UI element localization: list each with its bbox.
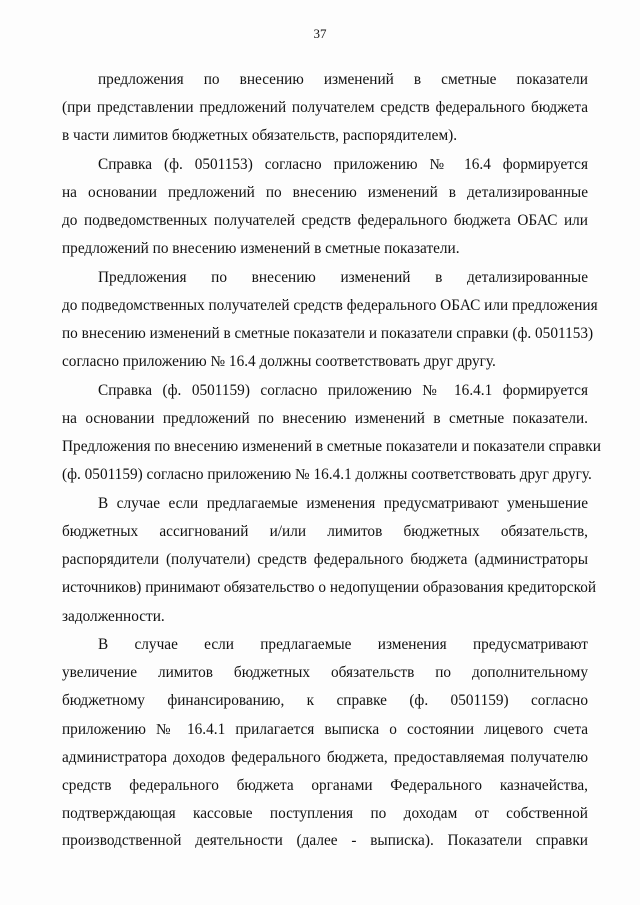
text-line: в части лимитов бюджетных обязательств, распорядителем). xyxy=(62,127,458,144)
text-line: Предложения по внесению изменений в сметные показатели и показатели справки xyxy=(62,438,601,455)
text-line: подтверждающая кассовые поступления по доходам от собственной xyxy=(62,805,588,822)
text-line: до подведомственных получателей средств федерального бюджета ОБАС или xyxy=(62,212,588,229)
text-line: (при представлении предложений получателем средств федерального бюджета xyxy=(62,99,588,116)
text-line: средств федерального бюджета органами Федерального казначейства, xyxy=(62,777,588,794)
text-line: Справка (ф. 0501153) согласно приложению № 16.4 формируется xyxy=(98,156,588,173)
text-line: администратора доходов федерального бюджета, предоставляемая получателю xyxy=(62,749,588,766)
text-line: (ф. 0501159) согласно приложению № 16.4.1 должны соответствовать друг другу. xyxy=(62,466,592,483)
text-line: на основании предложений по внесению изменений в сметные показатели. xyxy=(62,410,588,427)
text-line: источников) принимают обязательство о недопущении образования кредиторской xyxy=(62,579,597,596)
text-line: задолженности. xyxy=(62,608,165,625)
text-line: по внесению изменений в сметные показатели и показатели справки (ф. 0501153) xyxy=(62,325,594,342)
text-line: распорядители (получатели) средств федерального бюджета (администраторы xyxy=(62,551,588,568)
text-line: Справка (ф. 0501159) согласно приложению № 16.4.1 формируется xyxy=(98,382,588,399)
text-line: В случае если предлагаемые изменения предусматривают уменьшение xyxy=(98,495,588,512)
text-line: до подведомственных получателей средств федерального ОБАС или предложения xyxy=(62,297,598,314)
text-line: согласно приложению № 16.4 должны соответствовать друг другу. xyxy=(62,353,496,370)
text-line: бюджетному финансированию, к справке (ф. 0501159) согласно xyxy=(62,692,588,709)
text-line: производственной деятельности (далее - выписка). Показатели справки xyxy=(62,832,588,850)
text-line: предложений по внесению изменений в сметные показатели. xyxy=(62,240,460,257)
text-line: бюджетных ассигнований и/или лимитов бюджетных обязательств, xyxy=(62,523,588,540)
text-line: приложению № 16.4.1 прилагается выписка о состоянии лицевого счета xyxy=(62,721,588,738)
text-line: В случае если предлагаемые изменения предусматривают xyxy=(98,636,588,653)
text-line: Предложения по внесению изменений в детализированные xyxy=(98,269,588,286)
text-line: предложения по внесению изменений в сметные показатели xyxy=(98,71,588,88)
page-number: 37 xyxy=(313,26,327,41)
text-line: на основании предложений по внесению изменений в детализированные xyxy=(62,184,588,201)
text-line: увеличение лимитов бюджетных обязательств по дополнительному xyxy=(62,664,588,681)
